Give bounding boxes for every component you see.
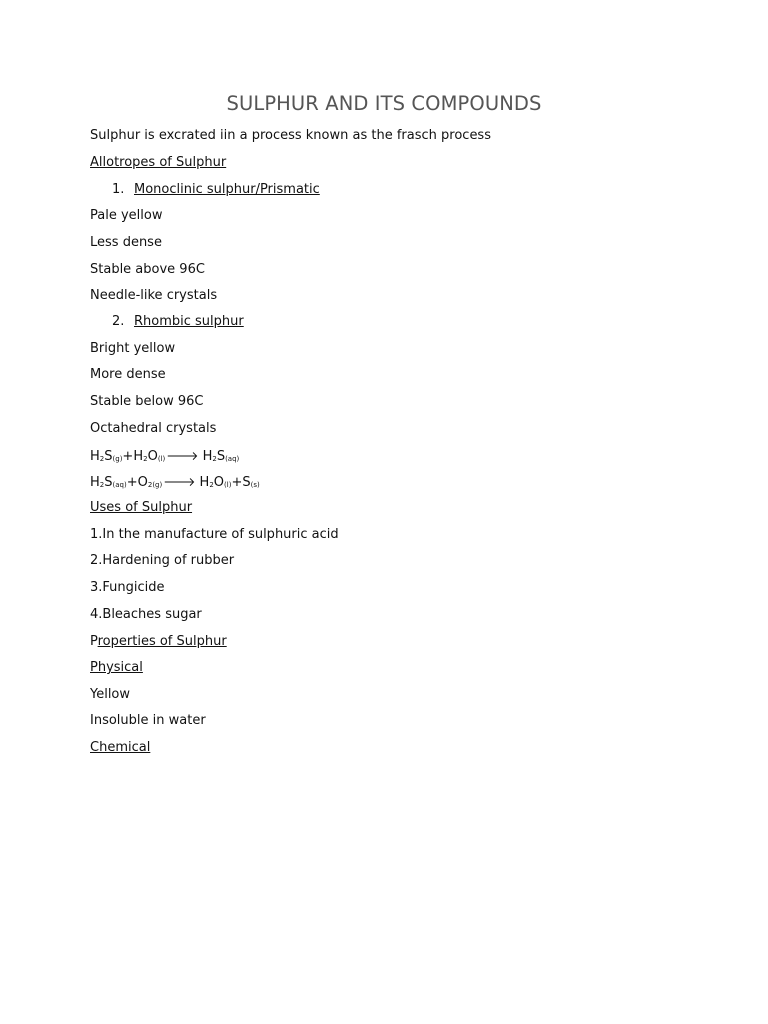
eq2-symbol: O: [137, 475, 148, 490]
arrow-right-icon: 🡒: [163, 475, 196, 489]
allotrope-2-name: Rhombic sulphur: [134, 314, 244, 329]
allotrope-2-property: More dense: [90, 367, 166, 382]
physical-property: Insoluble in water: [90, 713, 206, 728]
eq1-symbol: S: [216, 449, 226, 464]
eq2-symbol: O: [213, 475, 225, 490]
allotrope-1-property: Pale yellow: [90, 208, 163, 223]
allotrope-2-item: [90, 314, 244, 330]
properties-heading-rest: roperties of Sulphur: [97, 634, 227, 649]
eq2-symbol: H: [199, 475, 210, 490]
allotrope-1-property: Stable above 96C: [90, 262, 205, 277]
allotrope-1-property: Less dense: [90, 235, 162, 250]
use-item: 1.In the manufacture of sulphuric acid: [90, 527, 339, 542]
properties-heading: [90, 634, 227, 650]
properties-heading-initial: P: [90, 634, 98, 649]
arrow-right-icon: 🡒: [166, 449, 199, 463]
eq2-plus: +: [126, 475, 138, 490]
eq2-state: (s): [250, 481, 260, 489]
eq2-state: (l): [224, 481, 232, 489]
use-item: 3.Fungicide: [90, 580, 165, 595]
eq1-subscript: 2: [143, 455, 148, 463]
eq2-state: (aq): [112, 481, 127, 489]
allotrope-2-property: Bright yellow: [90, 341, 176, 356]
eq1-symbol: H: [133, 449, 144, 464]
eq2-symbol: H: [90, 475, 100, 490]
eq2-symbol: S: [104, 475, 113, 490]
page-title: SULPHUR AND ITS COMPOUNDS: [226, 92, 542, 115]
chemical-heading: Chemical: [90, 740, 151, 755]
eq2-subscript: 2: [209, 481, 214, 489]
allotrope-1-number: 1.: [112, 182, 125, 197]
eq1-symbol: O: [147, 449, 158, 464]
allotrope-2-property: Stable below 96C: [90, 394, 204, 409]
allotrope-1-name: Monoclinic sulphur/Prismatic: [134, 182, 320, 197]
equation-2: [90, 474, 260, 491]
eq2-subscript: 2(g): [147, 481, 163, 489]
allotrope-1-item: [90, 182, 320, 198]
eq1-plus: +: [122, 449, 134, 464]
uses-heading: Uses of Sulphur: [90, 500, 193, 515]
eq1-state: (aq): [225, 455, 240, 463]
eq2-plus: +: [231, 475, 243, 490]
equation-1: [90, 448, 239, 465]
physical-heading: Physical: [90, 660, 143, 675]
eq1-state: (l): [157, 455, 166, 463]
use-item: 2.Hardening of rubber: [90, 553, 235, 568]
eq1-symbol: S: [104, 449, 113, 464]
eq1-subscript: 2: [99, 455, 105, 463]
use-item: 4.Bleaches sugar: [90, 607, 202, 622]
physical-property: Yellow: [90, 687, 131, 702]
eq2-symbol: S: [242, 475, 251, 490]
eq2-subscript: 2: [99, 481, 105, 489]
allotrope-1-property: Needle-like crystals: [90, 288, 218, 303]
eq1-subscript: 2: [212, 455, 217, 463]
eq1-state: (g): [112, 455, 123, 463]
allotrope-2-property: Octahedral crystals: [90, 421, 217, 436]
eq1-symbol: H: [202, 449, 213, 464]
allotropes-heading: Allotropes of Sulphur: [90, 155, 227, 170]
eq1-symbol: H: [90, 449, 100, 464]
allotrope-2-number: 2.: [112, 314, 125, 329]
intro-text: Sulphur is excrated iin a process known as the frasch process: [90, 128, 491, 143]
